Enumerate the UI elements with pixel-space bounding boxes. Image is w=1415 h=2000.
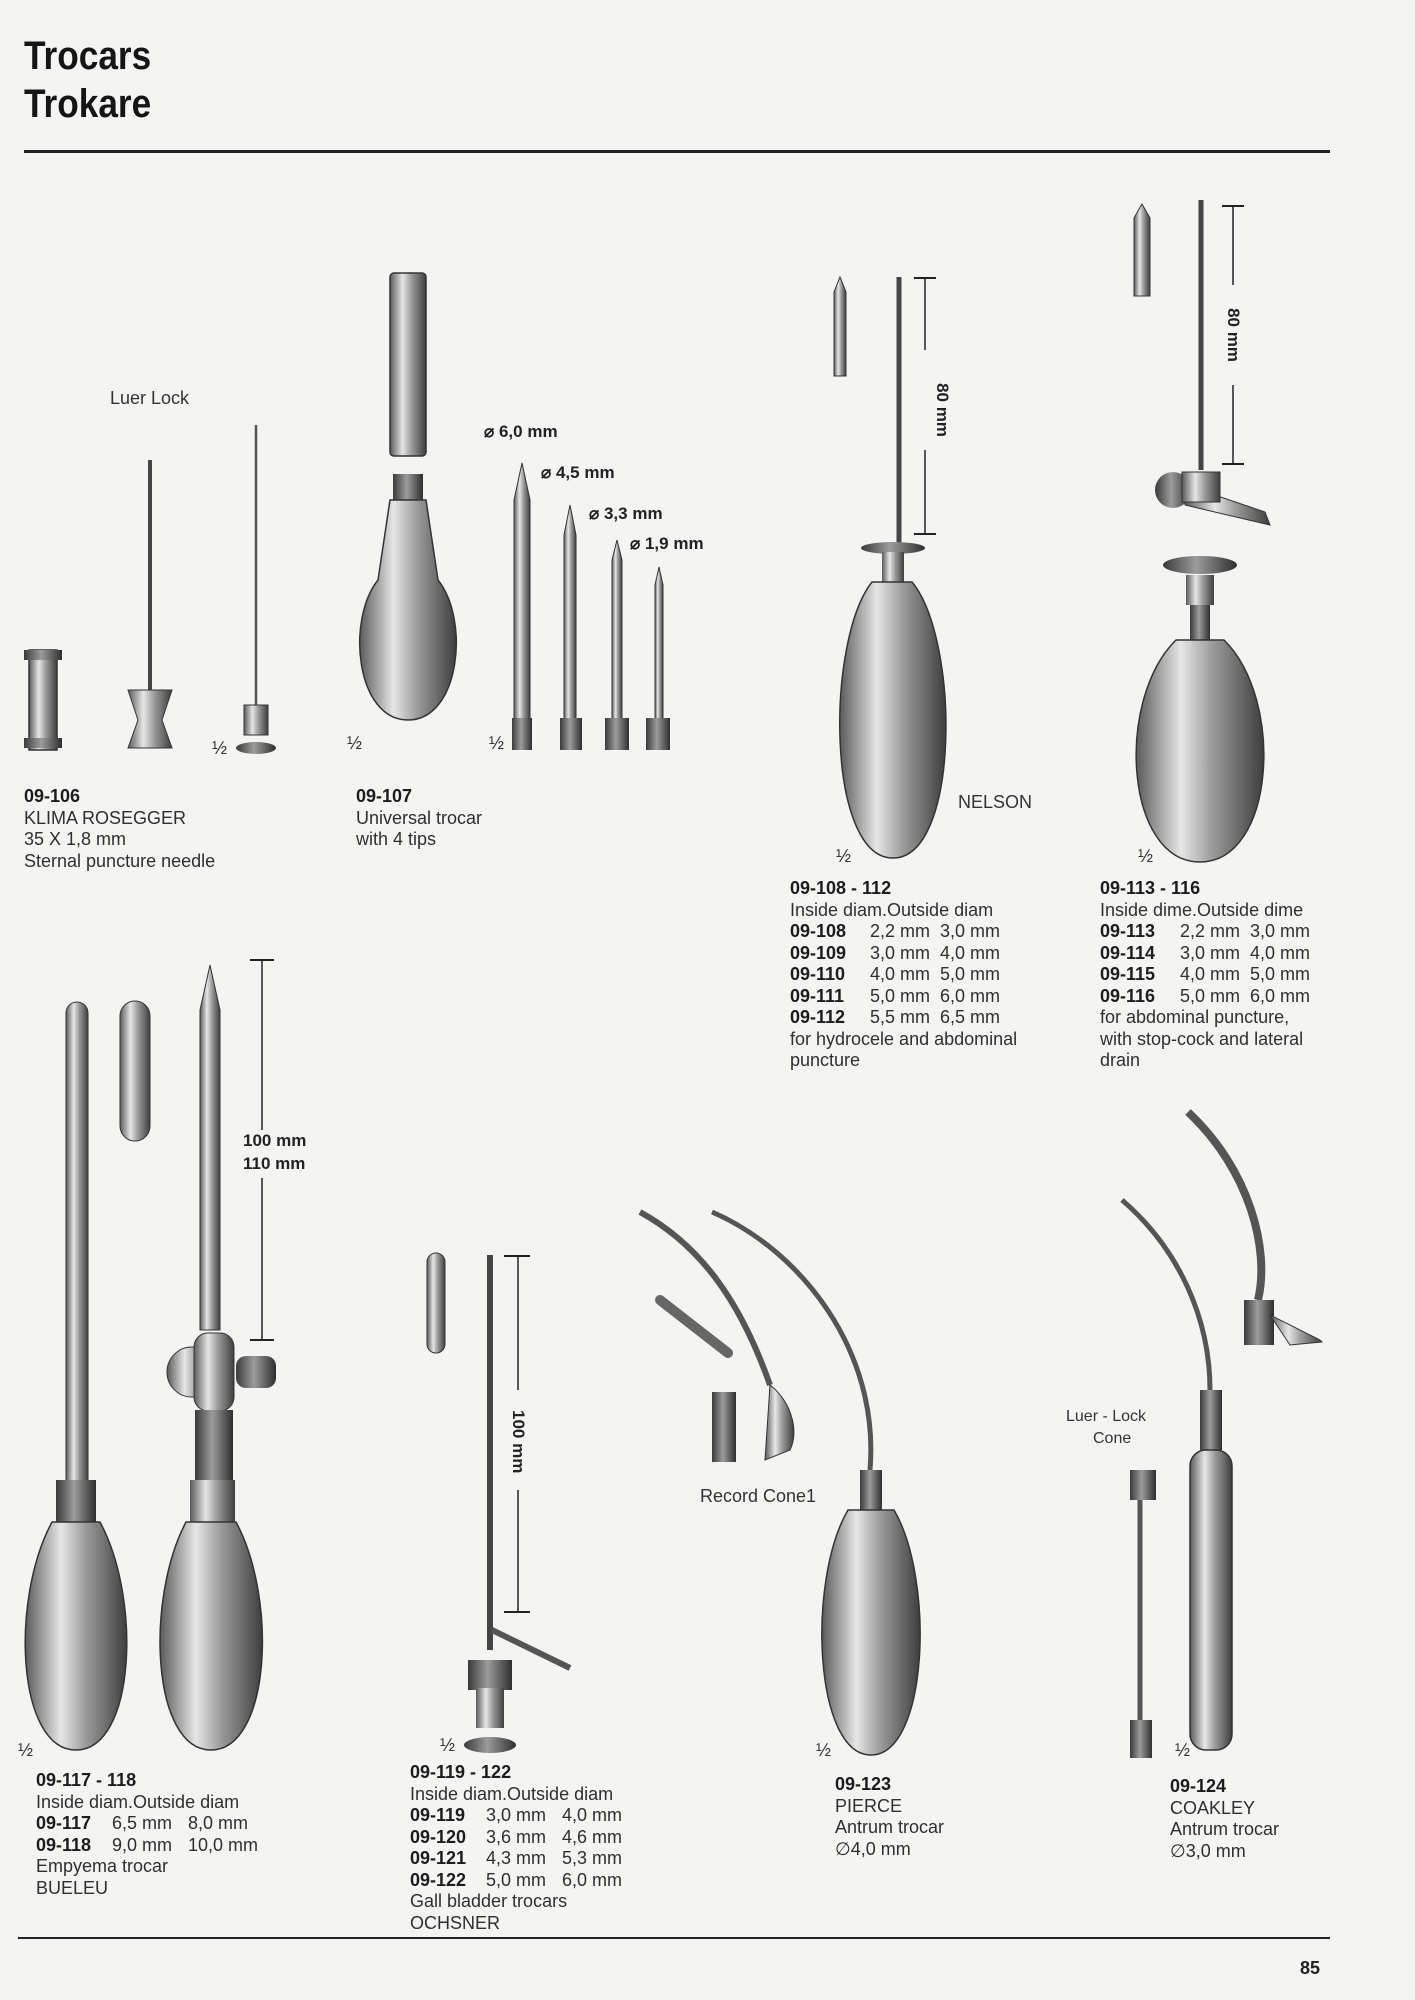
- luer-lock-label: Luer Lock: [110, 388, 190, 408]
- table-row: 09-119 3,0 mm 4,0 mm: [410, 1805, 623, 1825]
- table-row: 09-112 5,5 mm 6,5 mm: [790, 1007, 1001, 1027]
- item-name: KLIMA ROSEGGER: [24, 807, 187, 828]
- item-description: for hydrocele and abdominal: [790, 1028, 1018, 1049]
- length-label-2: 110 mm: [243, 1154, 306, 1173]
- scale-mark: ½: [347, 733, 363, 753]
- scale-mark: ½: [836, 846, 852, 866]
- table-row: 09-116 5,0 mm 6,0 mm: [1100, 985, 1311, 1006]
- item-size: 35 X 1,8 mm: [24, 829, 127, 849]
- table-row: 09-113 2,2 mm 3,0 mm: [1100, 921, 1311, 941]
- table-header: Inside dime.Outside dime: [1100, 899, 1304, 920]
- item-code: 09-124: [1170, 1776, 1227, 1796]
- empyema-cap-illustration: [120, 1001, 150, 1141]
- universal-trocar-cannula-illustration: [390, 273, 426, 456]
- luer-lock-cone-illustration: [1130, 1470, 1156, 1758]
- stylet-illustration: [236, 425, 276, 754]
- gallbladder-trocar-illustration: [464, 1255, 570, 1753]
- item-code: 09-119 - 122: [410, 1762, 512, 1782]
- scale-mark: ½: [212, 738, 228, 758]
- universal-trocar-handle-illustration: [360, 474, 457, 720]
- item-description: Antrum trocar: [1170, 1819, 1280, 1839]
- item-description: Empyema trocar: [36, 1856, 169, 1876]
- cone-label: Cone: [1093, 1430, 1132, 1447]
- item-description: Antrum trocar: [835, 1817, 945, 1837]
- caption-09-119: [410, 1762, 622, 1934]
- empyema-cannula-illustration: [25, 1002, 127, 1750]
- item-description: drain: [1100, 1050, 1141, 1070]
- table-header: Inside diam.Outside diam: [790, 899, 994, 920]
- caption-09-113: [1100, 878, 1310, 1072]
- tip-label-1: ⌀ 6,0 mm: [484, 422, 558, 441]
- table-row: 09-108 2,2 mm 3,0 mm: [790, 921, 1001, 941]
- page-number: 85: [1300, 1958, 1321, 1978]
- table-row: 09-109 3,0 mm 4,0 mm: [790, 942, 1001, 963]
- page-title: Trocars: [24, 34, 152, 78]
- table-row: 09-111 5,0 mm 6,0 mm: [790, 985, 1001, 1006]
- table-header: Inside diam.Outside diam: [410, 1783, 614, 1804]
- caption-09-107: [356, 786, 482, 851]
- tip-label-2: ⌀ 4,5 mm: [541, 463, 615, 482]
- diameter-icon: ∅: [1170, 1840, 1186, 1861]
- scale-mark: ½: [440, 1735, 456, 1755]
- gallbladder-cap-illustration: [427, 1253, 445, 1353]
- length-label-1: 100 mm: [243, 1131, 307, 1150]
- luer-lock-label: Luer - Lock: [1066, 1408, 1147, 1425]
- item-code: 09-113 - 116: [1100, 878, 1201, 898]
- caption-09-123: [835, 1774, 944, 1860]
- item-name: BUELEU: [36, 1877, 109, 1898]
- table-row: 09-122 5,0 mm 6,0 mm: [410, 1869, 623, 1890]
- item-code: 09-108 - 112: [790, 878, 892, 898]
- page-subtitle: Trokare: [24, 82, 152, 126]
- table-row: 09-114 3,0 mm 4,0 mm: [1100, 942, 1311, 963]
- item-diameter: ∅4,0 mm: [835, 1838, 911, 1859]
- scale-mark: ½: [489, 733, 505, 753]
- item-name: OCHSNER: [410, 1912, 501, 1933]
- scale-mark: ½: [1138, 846, 1154, 866]
- scale-mark: ½: [18, 1740, 34, 1760]
- needle-connector-illustration: [24, 650, 62, 750]
- scale-mark: ½: [1175, 1740, 1191, 1760]
- item-code: 09-106: [24, 786, 81, 806]
- item-description: with stop-cock and lateral: [1100, 1028, 1304, 1049]
- empyema-trocar-illustration: [160, 965, 276, 1750]
- coakley-stylet-illustration: [1188, 1112, 1322, 1345]
- item-description: Sternal puncture needle: [24, 850, 216, 871]
- caption-09-124: [1170, 1776, 1279, 1862]
- caption-09-106: [24, 786, 215, 872]
- item-code: 09-107: [356, 786, 413, 806]
- item-description: Universal trocar: [356, 807, 483, 828]
- item-name: COAKLEY: [1170, 1797, 1256, 1818]
- item-code: 09-123: [835, 1774, 892, 1794]
- diameter-icon: ∅: [835, 1838, 851, 1859]
- sternal-needle-illustration: [128, 460, 172, 748]
- item-description: with 4 tips: [356, 829, 437, 849]
- caption-09-117: [36, 1770, 258, 1899]
- stopcock-trocar-illustration: [1136, 200, 1270, 862]
- caption-09-108: [790, 878, 1017, 1072]
- item-diameter: ∅3,0 mm: [1170, 1840, 1246, 1861]
- table-header: Inside diam.Outside diam: [36, 1791, 240, 1812]
- item-description: for abdominal puncture,: [1100, 1007, 1290, 1027]
- record-cone-label: Record Cone1: [700, 1486, 817, 1506]
- table-row: 09-117 6,5 mm 8,0 mm: [36, 1813, 249, 1833]
- length-label: 80 mm: [933, 383, 952, 437]
- item-name: PIERCE: [835, 1795, 903, 1816]
- pierce-trocar-illustration: [712, 1212, 920, 1755]
- item-description: Gall bladder trocars: [410, 1891, 568, 1911]
- scale-mark: ½: [816, 1740, 832, 1760]
- footer-rule: [18, 1937, 1330, 1939]
- stopcock-cap-illustration: [1134, 204, 1150, 296]
- nelson-label: NELSON: [958, 792, 1033, 812]
- tip-label-3: ⌀ 3,3 mm: [589, 504, 663, 523]
- item-code: 09-117 - 118: [36, 1770, 137, 1790]
- nelson-cap-illustration: [834, 277, 846, 376]
- tip-label-4: ⌀ 1,9 mm: [630, 534, 704, 553]
- length-label: 80 mm: [1224, 308, 1243, 362]
- table-row: 09-110 4,0 mm 5,0 mm: [790, 964, 1001, 984]
- item-description: puncture: [790, 1050, 861, 1070]
- table-row: 09-118 9,0 mm 10,0 mm: [36, 1834, 259, 1855]
- length-label: 100 mm: [509, 1410, 528, 1474]
- table-row: 09-115 4,0 mm 5,0 mm: [1100, 964, 1311, 984]
- table-row: 09-120 3,6 mm 4,6 mm: [410, 1826, 623, 1847]
- table-row: 09-121 4,3 mm 5,3 mm: [410, 1848, 623, 1868]
